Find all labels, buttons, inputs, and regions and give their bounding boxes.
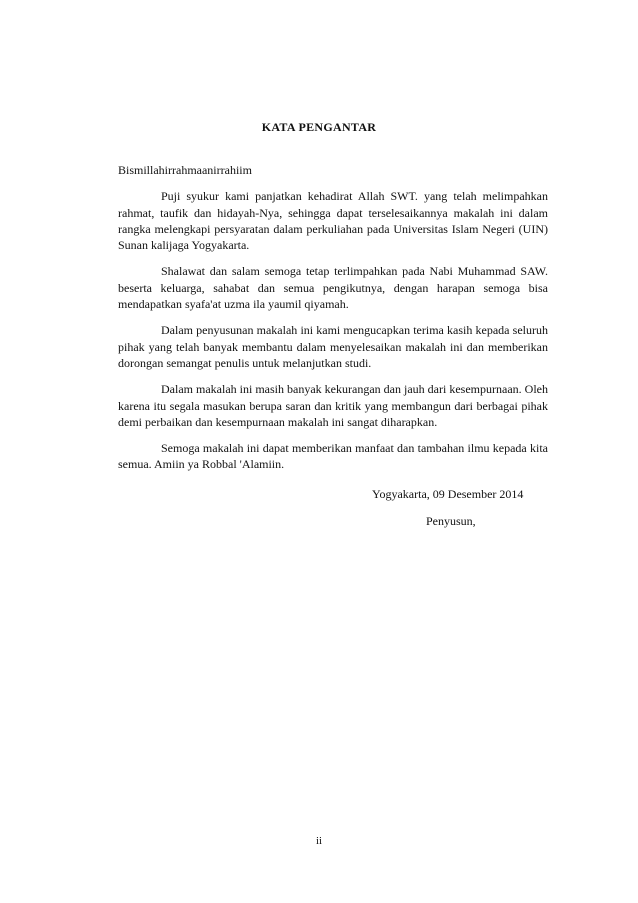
document-body bbox=[118, 162, 548, 483]
signature-label: Penyusun, bbox=[426, 514, 476, 528]
paragraph-gratitude: Puji syukur kami panjatkan kehadirat Allah SWT. yang telah melimpahkan rahmat, taufik dan hidayah-Nya, sehingga dapat terselesaikannya makalah ini dalam rangka melengkapi persyaratan dalam perkuliahan pada Universitas Islam Negeri (UIN) Sunan kalijaga Yogyakarta. bbox=[118, 189, 548, 253]
paragraph-shortcomings: Dalam makalah ini masih banyak kekurangan dan jauh dari kesempurnaan. Oleh karena itu segala masukan berupa saran dan kritik yang membangun dari berbagai pihak demi perbaikan dan kesempurnaan makalah ini sangat diharapkan. bbox=[118, 382, 548, 429]
opening-line: Bismillahirrahmaanirrahiim bbox=[118, 163, 252, 177]
page-title: KATA PENGANTAR bbox=[261, 120, 377, 134]
paragraph-closing: Semoga makalah ini dapat memberikan manfaat dan tambahan ilmu kepada kita semua. Amiin ya Robbal 'Alamiin. bbox=[118, 441, 548, 472]
place-date: Yogyakarta, 09 Desember 2014 bbox=[372, 487, 524, 501]
paragraph-shalawat: Shalawat dan salam semoga tetap terlimpahkan pada Nabi Muhammad SAW. beserta keluarga, sahabat dan semua pengikutnya, dengan harapan semoga bisa mendapatkan syafa'at uzma ila yaumil qiyamah. bbox=[118, 264, 548, 312]
page-number: ii bbox=[315, 835, 323, 847]
paragraph-thanks: Dalam penyusunan makalah ini kami mengucapkan terima kasih kepada seluruh pihak yang telah banyak membantu dalam menyelesaikan makalah ini dan memberikan dorongan semangat penulis untuk melanjutkan studi. bbox=[118, 323, 548, 370]
